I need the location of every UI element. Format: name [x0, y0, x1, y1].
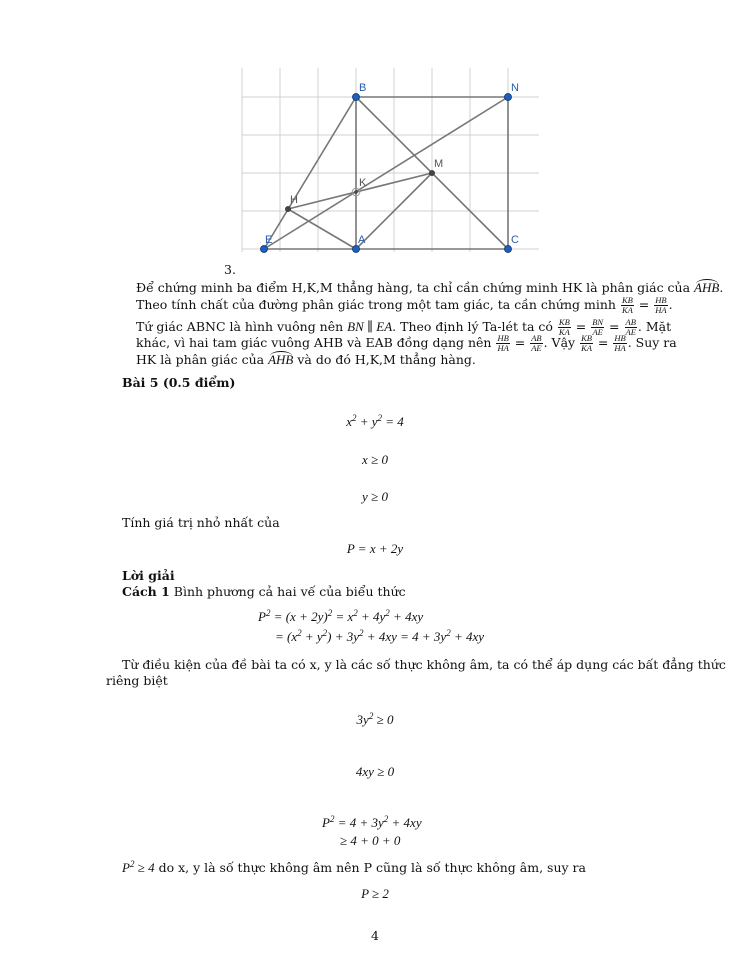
solution-heading: Lời giải — [122, 568, 175, 583]
equation-4: P = x + 2y — [346, 541, 404, 556]
proof-line-2: Theo tính chất của đường phân giác trong một tam giác, ta cần chứng minh $\frac{KB}{KA}$ = $\frac{HB}{HA}$ . — [136, 295, 673, 315]
label-N: N — [511, 82, 519, 94]
equation-2: x ≥ 0 — [362, 452, 388, 467]
label-H: H — [290, 194, 298, 206]
proof-line-1: Để chứng minh ba điểm H,K,M thẳng hàng, ta chỉ cần chứng minh HK là phân giác của AHB. — [136, 280, 724, 295]
condition-line-2: riêng biệt — [106, 673, 168, 688]
equation-5a: $P^2 = (x + 2y)^2 = x^2 + 4y^2 + 4xy$ — [258, 608, 424, 624]
inequality-1: $3y^2 \ge 0$ — [356, 711, 394, 727]
point-H — [285, 206, 290, 211]
proof-line-4: khác, vì hai tam giác vuông AHB và EAB đồng dạng nên $\frac{HB}{HA}$ = $\frac{AB}{AE}$ . Vậy $\frac{KB}{KA}$ = $\frac{HB}{HA}$ . Suy ra — [136, 333, 677, 353]
equation-6b: ≥ 4 + 0 + 0 — [340, 833, 401, 848]
equation-5b: = $(x^2 + y^2) + 3y^2 + 4xy = 4 + 3y^2 + 4xy$ — [275, 628, 484, 644]
conclusion-line: $P^2 \ge 4$ do x, y là số thực không âm nên P cũng là số thực không âm, suy ra — [122, 859, 586, 875]
point-C — [505, 246, 512, 253]
question-text: Tính giá trị nhỏ nhất của — [122, 515, 280, 530]
point-M — [429, 170, 434, 175]
equation-3: y ≥ 0 — [362, 489, 388, 504]
point-E — [261, 246, 268, 253]
point-A — [353, 246, 360, 253]
label-M: M — [434, 158, 444, 170]
inequality-2: 4xy ≥ 0 — [355, 764, 395, 779]
label-C: C — [511, 234, 519, 246]
condition-line-1: Từ điều kiện của đề bài ta có x, y là các số thực không âm, ta có thể áp dụng các bất đẳng thức — [122, 657, 726, 672]
item-label: 3. — [224, 262, 236, 277]
geometry-figure — [240, 66, 540, 254]
equation-6a: $P^2 = 4 + 3y^2 + 4xy$ — [322, 814, 422, 830]
proof-line-3: Tứ giác ABNC là hình vuông nên BN ∥ EA. Theo định lý Ta-lét ta có $\frac{KB}{KA}$ = $\frac{BN}{AE}$ = $\frac{AB}{AE}$ . Mặt — [136, 317, 672, 337]
point-B — [353, 94, 360, 101]
method-line: Cách 1 Bình phương cả hai vế của biểu thức — [122, 584, 406, 599]
label-A: A — [358, 234, 366, 246]
label-B: B — [359, 82, 367, 94]
equation-7: P ≥ 2 — [361, 886, 389, 901]
label-E: E — [265, 234, 273, 246]
section-heading-bai5: Bài 5 (0.5 điểm) — [122, 375, 236, 390]
proof-line-5: HK là phân giác của AHB và do đó H,K,M thẳng hàng. — [136, 352, 476, 367]
label-K: K — [359, 177, 367, 189]
segment-HA — [288, 209, 356, 249]
grid — [242, 68, 539, 252]
page-number: 4 — [371, 928, 379, 943]
equation-1: $x^2 + y^2 = 4$ — [346, 413, 404, 429]
point-N — [505, 94, 512, 101]
